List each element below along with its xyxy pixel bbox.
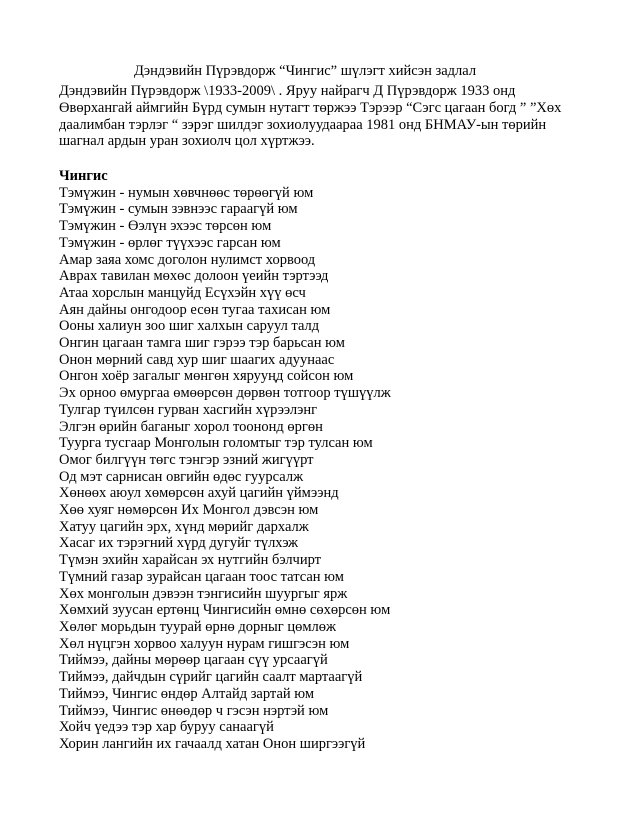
poem-line: Тиймээ, Чингис өндөр Алтайд зартай юм xyxy=(59,685,315,702)
intro-line: даалимбан тэрлэг “ зэрэг шилдэг зохиолуудаараа 1981 онд БНМАУ-ын төрийн xyxy=(59,116,547,133)
poem-heading: Чингис xyxy=(59,168,108,184)
poem-line: Түмэн эхийн харайсан эх нутгийн бэлчирт xyxy=(59,552,322,569)
poem-line: Атаа хорслын манцуйд Есүхэйн хүү өсч xyxy=(59,284,306,301)
poem-line: Тиймээ, Чингис өнөөдөр ч гэсэн нэртэй юм xyxy=(59,702,329,719)
poem-line: Хойч үедээ тэр хар буруу санаагүй xyxy=(59,719,274,736)
intro-line: Өвөрхангай аймгийн Бүрд сумын нутагт төржээ Тэрээр “Сэгс цагаан богд ” ”Хөх xyxy=(59,99,562,116)
document-title: Дэндэвийн Пүрэвдорж “Чингис” шүлэгт хийсэн задлал xyxy=(134,63,477,79)
poem-line: Аврах тавилан мөхөс долоон үеийн тэртээд xyxy=(59,268,329,285)
poem-line: Онон мөрний савд хур шиг шаагих адуунаас xyxy=(59,351,335,368)
poem-lines xyxy=(59,185,391,753)
poem-line: Тулгар түилсөн гурван хасгийн хүрээлэнг xyxy=(59,401,318,418)
intro-line: шагнал ардын уран зохиолч цол хүртжээ. xyxy=(59,133,315,150)
poem-line: Тиймээ, дайчдын сүрийг цагийн саалт мартаагүй xyxy=(59,669,363,686)
poem-line: Түмний газар зурайсан цагаан тоос татсан юм xyxy=(59,568,344,585)
poem-line: Хатуу цагийн эрх, хүнд мөрийг дархалж xyxy=(59,518,309,535)
poem-line: Эх орноо өмургаа өмөөрсөн дөрвөн тотгоор түшүүлж xyxy=(59,385,391,402)
poem-line: Амар заяа хомс доголон нулимст хорвоод xyxy=(59,251,316,268)
poem-line: Туурга тусгаар Монголын голомтыг тэр тулсан юм xyxy=(59,435,373,452)
poem-line: Ооны халиун зоо шиг халхын саруул талд xyxy=(59,318,320,335)
poem-line: Хөл нүцгэн хорвоо халуун нурам гишгэсэн юм xyxy=(59,635,350,652)
poem-line: Тиймээ, дайны мөрөөр цагаан сүү урсаагүй xyxy=(59,652,328,669)
poem-line: Хасаг их тэрэгний хүрд дугуйг түлхэж xyxy=(59,535,299,552)
poem-line: Элгэн өрийн баганыг хорол тоононд өргөн xyxy=(59,418,323,435)
poem-line: Омог билгүүн төгс тэнгэр эзний жигүүрт xyxy=(59,451,314,468)
poem-line: Тэмүжин - сумын зэвнээс гараагүй юм xyxy=(59,201,298,218)
intro-paragraph xyxy=(59,83,599,150)
poem-line: Хөх монголын дэвээн тэнгисийн шуургыг ярж xyxy=(59,585,348,602)
poem-line: Хөнөөх аюул хөмөрсөн ахуй цагийн үймээнд xyxy=(59,485,339,502)
poem-line: Онгин цагаан тамга шиг гэрээ тэр барьсан юм xyxy=(59,335,345,352)
poem-line: Тэмүжин - нумын хөвчнөөс төрөөгүй юм xyxy=(59,184,314,201)
poem-line: Хөлөг морьдын туурай өрнө дорныг цөмлөж xyxy=(59,618,337,635)
poem-line: Од мэт сарнисан овгийн өдөс гуурсалж xyxy=(59,468,304,485)
poem-line: Тэмүжин - Өэлүн эхээс төрсөн юм xyxy=(59,218,272,235)
poem-line: Тэмүжин - өрлөг түүхээс гарсан юм xyxy=(59,234,281,251)
poem-line: Аян дайны онгодоор есөн тугаа тахисан юм xyxy=(59,301,331,318)
poem-line: Хорин лангийн их гачаалд хатан Онон ширгээгүй xyxy=(59,735,366,752)
poem-line: Хөмхий зуусан ертөнц Чингисийн өмнө сөхөрсөн юм xyxy=(59,602,391,619)
intro-line: Дэндэвийн Пүрэвдорж \1933-2009\ . Яруу найрагч Д Пүрэвдорж 1933 онд xyxy=(59,83,516,99)
poem-line: Хөө хуяг нөмөрсөн Их Монгол дэвсэн юм xyxy=(59,502,319,519)
poem xyxy=(59,168,391,753)
poem-line: Онгон хоёр загалыг мөнгөн хярууңд сойсон юм xyxy=(59,368,354,385)
